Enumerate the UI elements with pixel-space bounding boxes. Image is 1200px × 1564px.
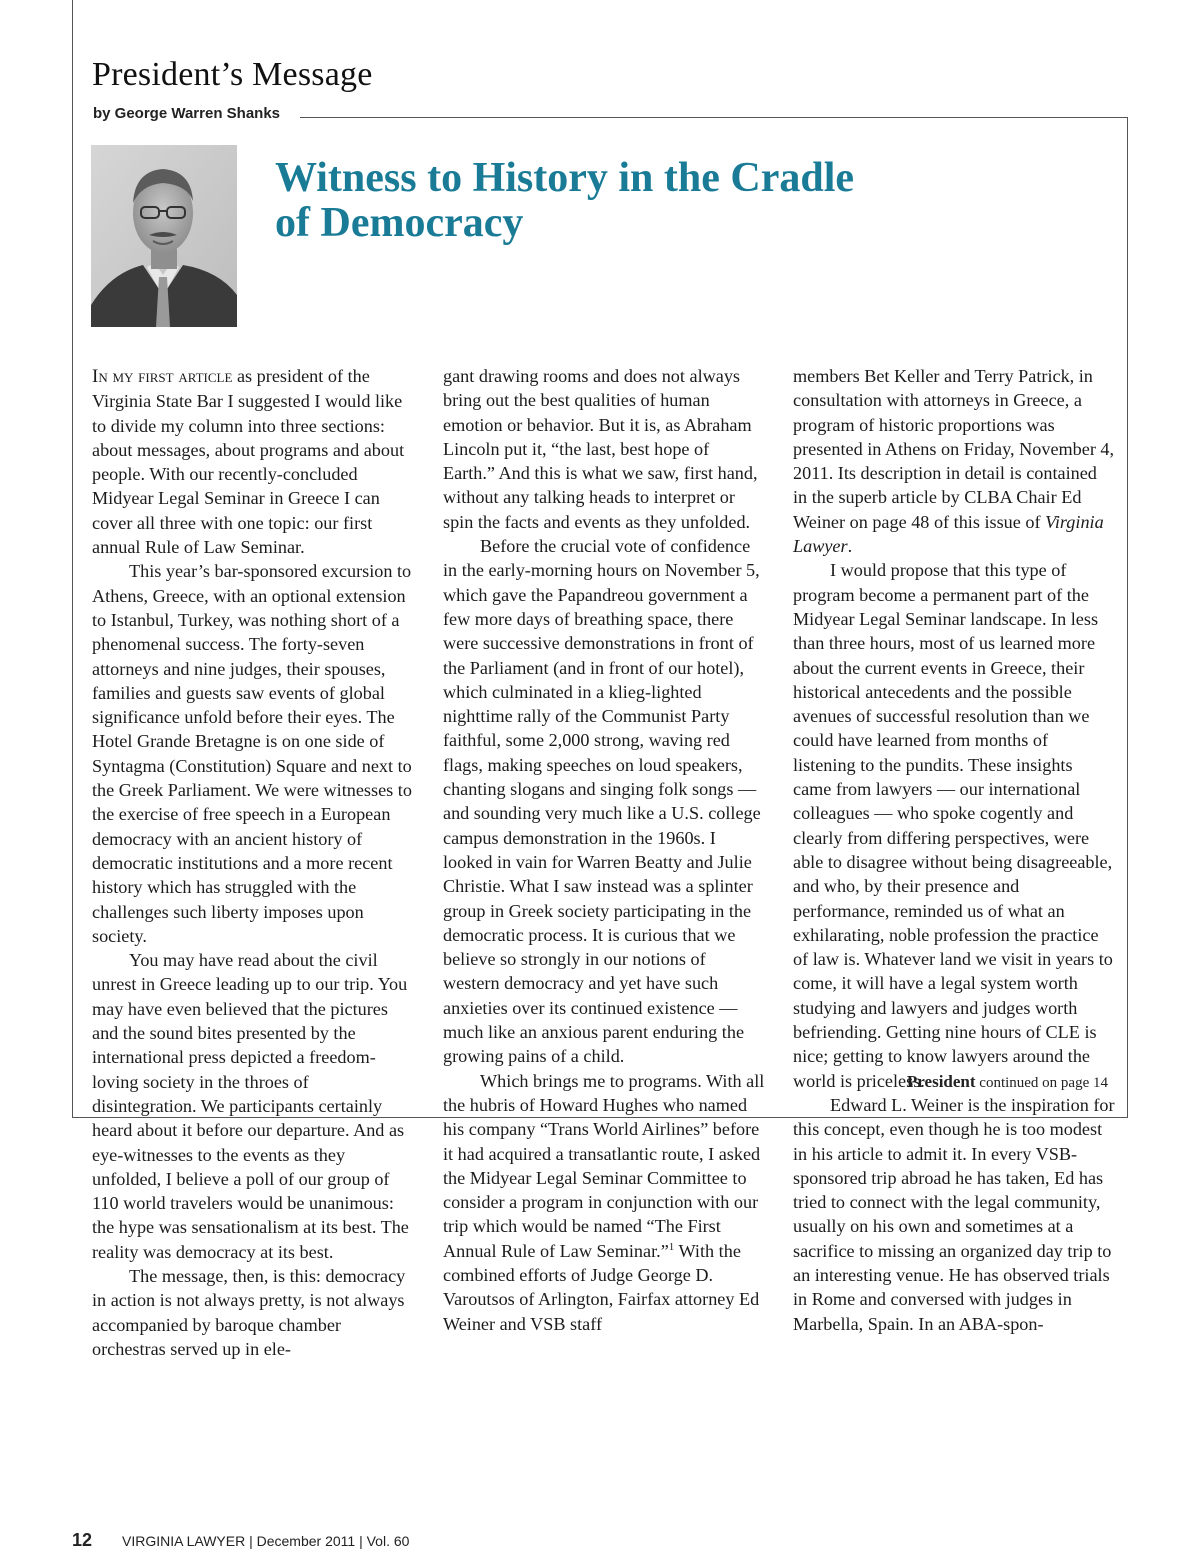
paragraph-6-text-b: With the combined efforts of Judge George D. Varoutsos of Arlington, Fairfax attorney Ed Weiner and VSB staff: [443, 1240, 760, 1334]
continued-on-note: [793, 1072, 1108, 1092]
page-frame-right-rule: [1127, 118, 1128, 1118]
paragraph-4: The message, then, is this: democracy in action is not always pretty, is not always accompanied by baroque chamber orchestras served up in ele-: [92, 1265, 406, 1359]
article-column-1: [92, 364, 414, 1361]
article-headline: [275, 156, 1035, 246]
publication-name-italic: Virginia Lawyer: [793, 511, 1104, 557]
paragraph-6: [443, 1069, 765, 1336]
continued-label: President: [906, 1072, 976, 1091]
page-number: 12: [72, 1530, 93, 1550]
paragraph-2: This year’s bar-sponsored excursion to Athens, Greece, with an optional extension to Istanbul, Turkey, was nothing short of a phenomenal success. The forty-seven attorneys and nine judges, their spouses, families and guests saw events of global significance unfold before their eyes. The Hotel Grande Bretagne is on one side of Syntagma (Constitution) Square and next to the Greek Parliament. We were witnesses to the exercise of free speech in a European democracy with an ancient history of democratic institutions and a more recent history which has struggled with the challenges such liberty imposes upon society.: [92, 561, 412, 946]
continued-text: continued on page 14: [975, 1075, 1108, 1091]
paragraph-8: Edward L. Weiner is the inspiration for this concept, even though he is too modest in his article to admit it. In every VSB-sponsored trip abroad he has taken, Ed has tried to connect with the legal community, usually on his own and sometimes at a sacrifice to missing an organized day trip to an interesting venue. He has observed trials in Rome and conversed with judges in Marbella, Spain. In an ABA-spon-: [793, 1094, 1115, 1334]
footnote-reference: 1: [668, 1240, 675, 1253]
paragraph-6-continued-end: .: [847, 536, 853, 557]
page-frame-left-rule: [72, 0, 73, 1118]
article-column-2: [443, 364, 765, 1336]
paragraph-6-continued-text: members Bet Keller and Terry Patrick, in consultation with attorneys in Greece, a program of historic proportions was presented in Athens on Friday, November 4, 2011. Its description in detail is contained in the superb article by CLBA Chair Ed Weiner on page 48 of this issue of: [793, 366, 1115, 532]
headline-line-1: Witness to History in the Cradle: [275, 155, 855, 201]
paragraph-5: Before the crucial vote of confidence in the early-morning hours on November 5, which gave the Papandreou government a few more days of breathing space, there were successive demonstrations in front of the Parliament (and in front of our hotel), which culminated in a klieg-lighted nighttime rally of the Communist Party faithful, some 2,000 strong, waving red flags, making speeches on loud speakers, chanting slogans and singing folk songs — and sounding very much like a U.S. college campus demonstration in the 1960s. I looked in vain for Warren Beatty and Julie Christie. What I saw instead was a splinter group in Greek society participating in the democratic process. It is curious that we believe so strongly in our notions of western democracy and yet have such anxieties over its continued existence — much like an anxious parent enduring the growing pains of a child.: [443, 536, 761, 1067]
paragraph-7: I would propose that this type of program become a permanent part of the Midyear Legal Seminar landscape. In less than three hours, most of us learned more about the current events in Greece, their historical antecedents and the possible avenues of successful resolution than we could have learned from months of listening to the pundits. These insights came from lawyers — our international colleagues — who spoke cogently and clearly from differing perspectives, were able to disagree without being disagreeable, and who, by their presence and performance, reminded us of what an exhilarating, noble profession the practice of law is. Whatever land we visit in years to come, it will have a legal system worth studying and lawyers and judges worth befriending. Getting nine hours of CLE is nice; getting to know lawyers around the world is priceless.: [793, 560, 1113, 1091]
paragraph-1: [92, 364, 414, 559]
headline-line-2: of Democracy: [275, 200, 524, 246]
paragraph-3: You may have read about the civil unrest in Greece leading up to our trip. You may have even believed that the pictures and the sound bites presented by the international press depicted a freedom-loving society in the throes of disintegration. We participants certainly heard about it before our departure. And as eye-witnesses to the events as they unfolded, I believe a poll of our group of 110 world travelers would be unanimous: the hype was sensationalism at its best. The reality was democracy at its best.: [92, 950, 409, 1262]
page-footer: [72, 1530, 409, 1551]
byline-rule: [300, 117, 1128, 118]
paragraph-4-continued: gant drawing rooms and does not always bring out the best qualities of human emotion or behavior. But it is, as Abraham Lincoln put it, “the last, best hope of Earth.” And this is what we saw, first hand, without any talking heads to interpret or spin the facts and events as they unfolded.: [443, 366, 758, 532]
paragraph-6-continued: [793, 364, 1115, 558]
section-title: President’s Message: [92, 56, 373, 93]
paragraph-6-text-a: Which brings me to programs. With all the hubris of Howard Hughes who named his company “Trans World Airlines” before it had acquired a transatlantic route, I asked the Midyear Legal Seminar Committee to consider a program in conjunction with our trip which would be named “The First Annual Rule of Law Seminar.”: [443, 1070, 765, 1261]
author-portrait-photo: [91, 145, 237, 327]
byline: by George Warren Shanks: [93, 105, 281, 122]
publication-info: VIRGINIA LAWYER | December 2011 | Vol. 60: [122, 1533, 410, 1549]
portrait-illustration: [91, 145, 237, 327]
paragraph-1-text: as president of the Virginia State Bar I suggested I would like to divide my column into three sections: about messages, about programs and about people. With our recently-concluded Midyear Legal Seminar in Greece I can cover all three with one topic: our first annual Rule of Law Seminar.: [92, 366, 405, 558]
lead-in-small-caps: In my first article: [92, 366, 233, 387]
article-column-3: [793, 364, 1115, 1336]
